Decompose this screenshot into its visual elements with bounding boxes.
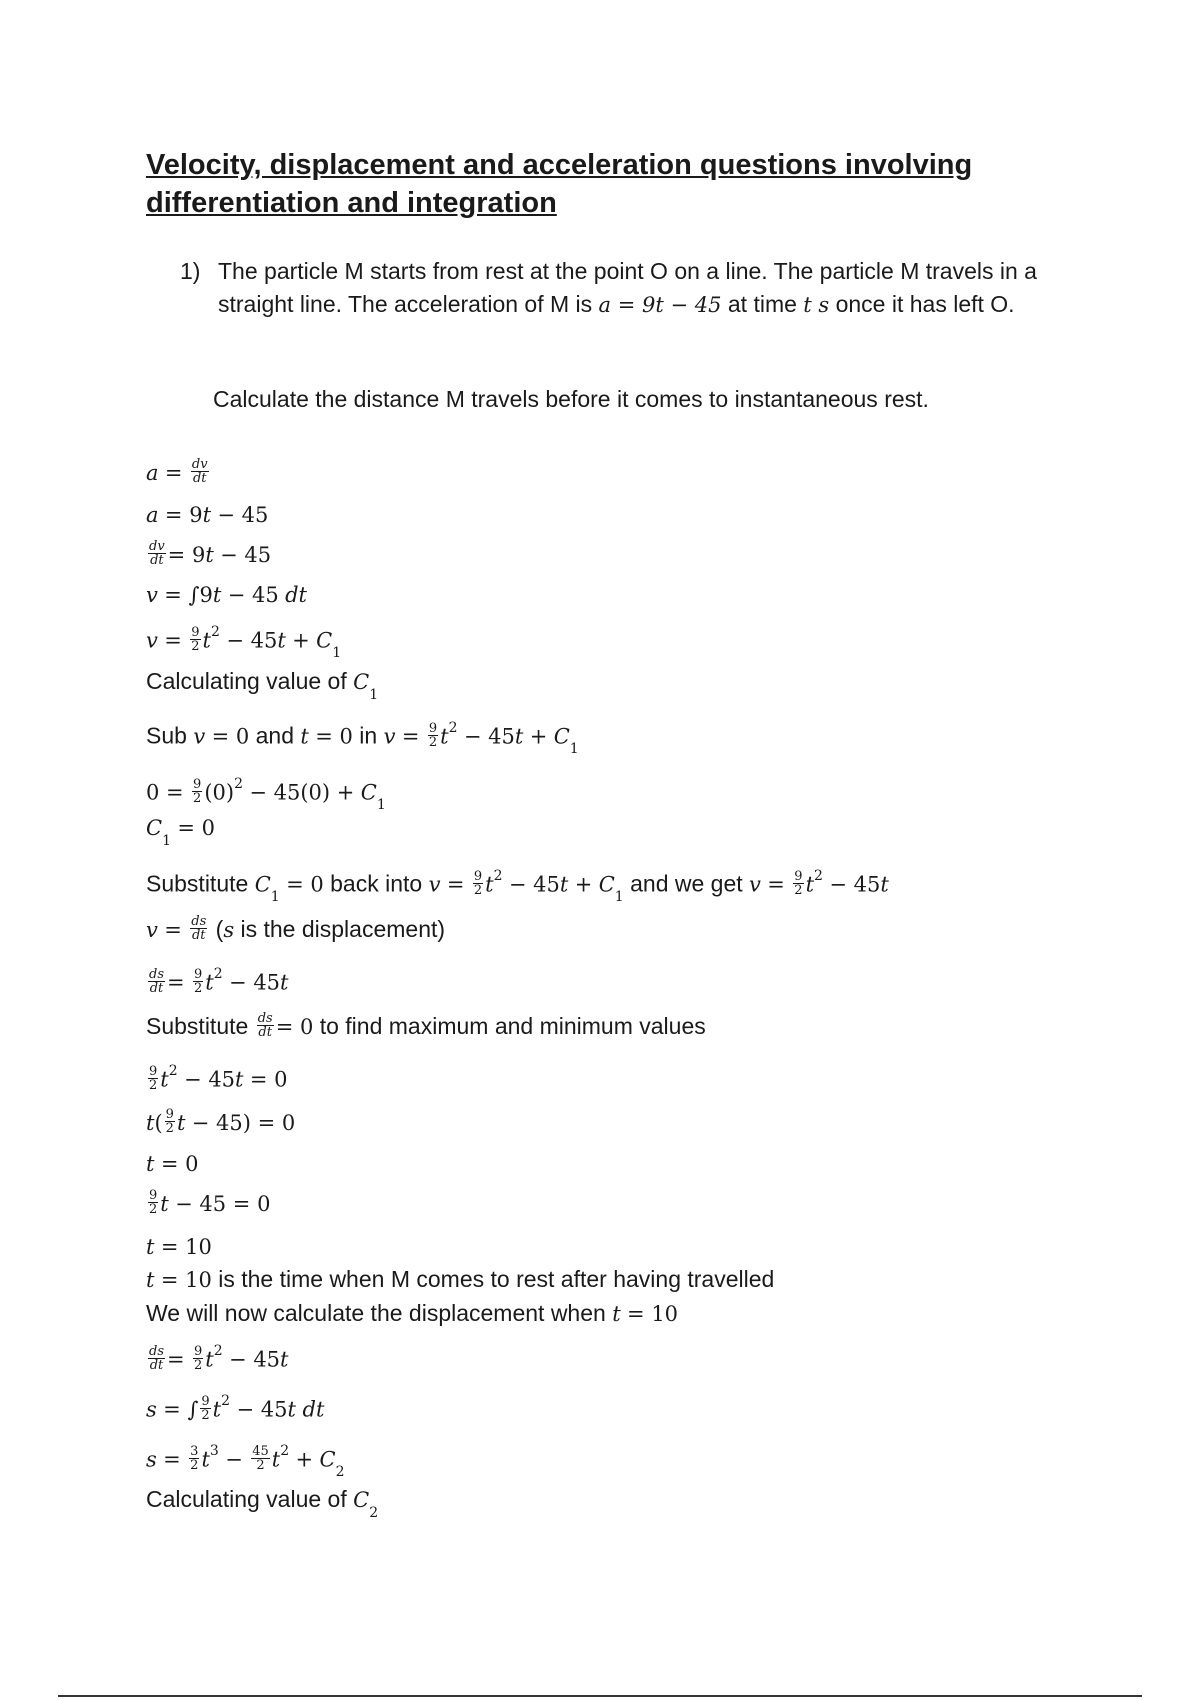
substitute-dsdt-zero: Substitute $\frac{ds}{dt}$ = 0 to find maximum and minimum values bbox=[146, 1011, 706, 1041]
question-number: 1) bbox=[180, 258, 201, 284]
question-1 bbox=[180, 255, 1050, 322]
eq-sub-zero: 0 = $\frac{9}{2}$ $(0)^2 - 45(0) + C_1$ bbox=[146, 776, 386, 814]
question-text: The particle M starts from rest at the point O on a line. The particle M travels in a straight line. The acceleration of M is a = 9t − 45 at time t s once it has left O. bbox=[218, 258, 1037, 317]
eq-quadratic-zero: $\frac{9}{2}$ $t^2 - 45t = 0$ bbox=[149, 1063, 288, 1094]
calc-c2-heading: Calculating value of $C_2$ bbox=[146, 1486, 379, 1521]
eq-v-integral: v = ∫9t − 45 dt bbox=[146, 583, 307, 607]
eq-s-integral: s = ∫ $\frac{9}{2}$ $t^2 - 45t$ dt bbox=[146, 1393, 325, 1424]
page-title: Velocity, displacement and acceleration questions involving differentiation and integration bbox=[146, 149, 973, 219]
sub-initial-conditions: Sub v = 0 and t = 0 in v = $\frac{9}{2}$ $t^2 - 45t + C_1$ bbox=[146, 720, 579, 758]
substitute-c1: Substitute $C_1 = 0$ back into v = $\frac{9}{2}$ $t^2 - 45t + C_1$ and we get v = $\frac{9}{2}$ $t^2 - 45t$ bbox=[146, 868, 889, 906]
eq-dsdt: $\frac{ds}{dt}$ = $\frac{9}{2}$ $t^2 - 45t$ bbox=[149, 966, 289, 997]
eq-s-general: s = $\frac{3}{2}$ $t^3$ − $\frac{45}{2}$ $t^2 + C_2$ bbox=[146, 1443, 345, 1481]
eq-linear-zero: $\frac{9}{2}$ t − 45 = 0 bbox=[149, 1188, 271, 1218]
eq-v-dsdt: v = $\frac{ds}{dt}$ (s is the displacement) bbox=[146, 914, 446, 944]
eq-t-zero: t = 0 bbox=[146, 1152, 199, 1176]
rest-statement: t = 10 is the time when M comes to rest after having travelled bbox=[146, 1266, 775, 1292]
eq-dvdt: $\frac{dv}{dt}$ = 9t − 45 bbox=[149, 539, 272, 569]
eq-a-value: a = 9t − 45 bbox=[146, 503, 269, 527]
eq-t-ten: t = 10 bbox=[146, 1235, 212, 1259]
page-bottom-rule bbox=[58, 1695, 1142, 1697]
eq-a-definition: a = $\frac{dv}{dt}$ bbox=[146, 457, 208, 487]
eq-v-general: v = $\frac{9}{2}$ $t^2 - 45t + C_1$ bbox=[146, 624, 342, 662]
eq-factorised: t( $\frac{9}{2}$ t − 45) = 0 bbox=[146, 1107, 296, 1137]
displacement-statement: We will now calculate the displacement when t = 10 bbox=[146, 1300, 679, 1326]
eq-c1-result: $C_1 = 0$ bbox=[146, 816, 216, 849]
question-task: Calculate the distance M travels before it comes to instantaneous rest. bbox=[213, 386, 929, 412]
eq-dsdt-repeat: $\frac{ds}{dt}$ = $\frac{9}{2}$ $t^2 - 45t$ bbox=[149, 1343, 289, 1374]
calc-c1-heading: Calculating value of $C_1$ bbox=[146, 668, 379, 703]
